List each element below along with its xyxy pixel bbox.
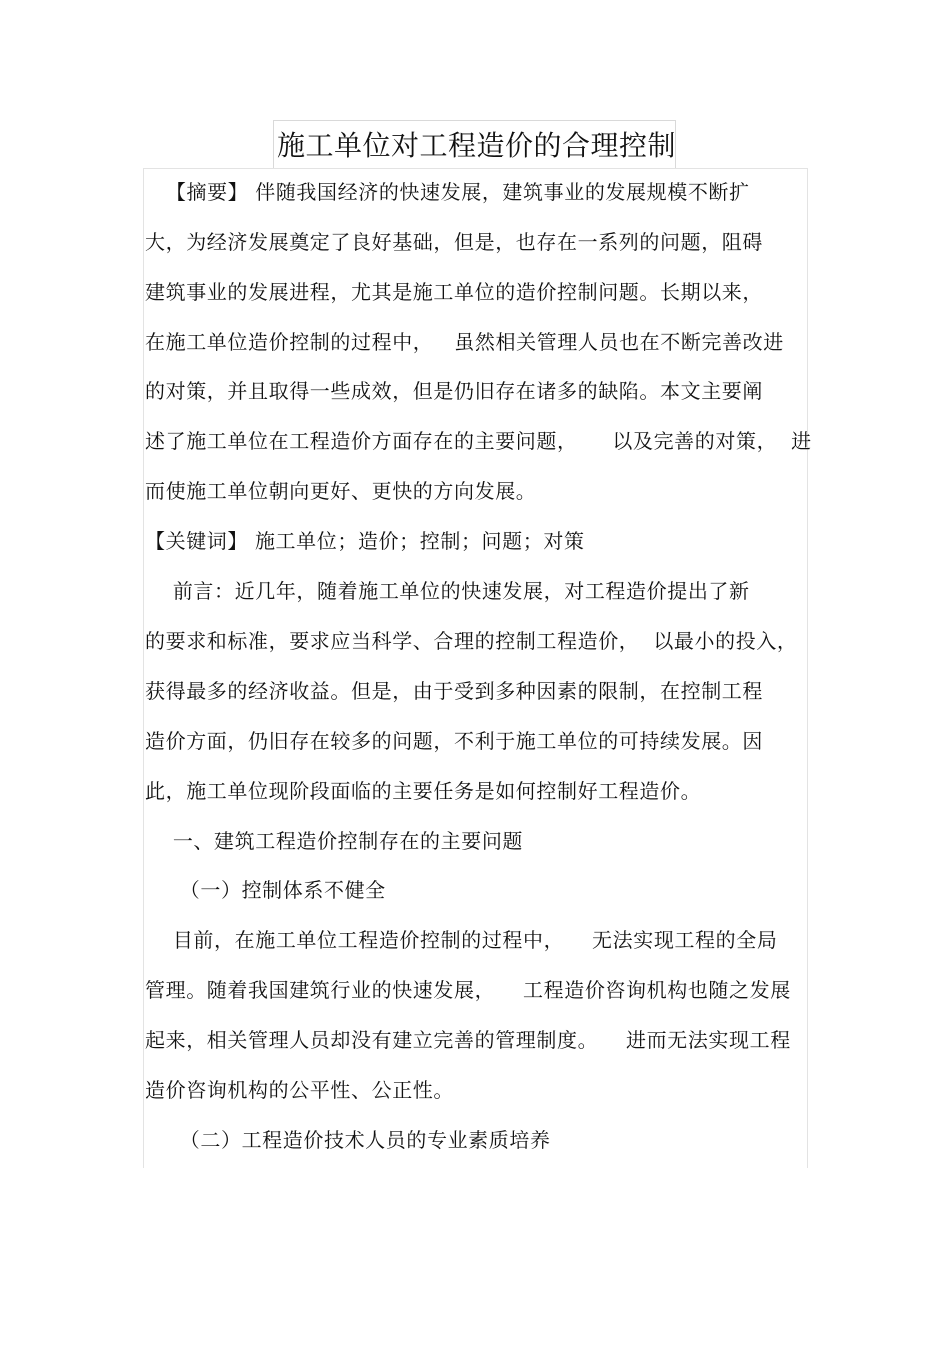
text-line: 的要求和标准，要求应当科学、合理的控制工程造价， 以最小的投入， [145,629,798,653]
text-line: 造价咨询机构的公平性、公正性。 [145,1078,454,1102]
text-line: 大，为经济发展奠定了良好基础，但是，也存在一系列的问题，阻碍 [145,230,763,254]
subsection-heading: （二）工程造价技术人员的专业素质培养 [145,1128,551,1152]
document-title: 施工单位对工程造价的合理控制 [277,129,677,162]
text-line: 的对策，并且取得一些成效，但是仍旧存在诸多的缺陷。本文主要阐 [145,379,763,403]
subsection-heading: （一）控制体系不健全 [145,878,386,902]
section-heading: 一、建筑工程造价控制存在的主要问题 [145,829,524,853]
text-line: 建筑事业的发展进程，尤其是施工单位的造价控制问题。长期以来， [145,280,763,304]
text-line: 前言：近几年，随着施工单位的快速发展，对工程造价提出了新 [145,579,750,603]
text-line: 获得最多的经济收益。但是，由于受到多种因素的限制，在控制工程 [145,679,763,703]
text-line: 述了施工单位在工程造价方面存在的主要问题， 以及完善的对策， 进 [145,429,812,453]
text-line: 起来，相关管理人员却没有建立完善的管理制度。 进而无法实现工程 [145,1028,791,1052]
text-line: 管理。随着我国建筑行业的快速发展， 工程造价咨询机构也随之发展 [145,978,791,1002]
text-line: 造价方面，仍旧存在较多的问题，不利于施工单位的可持续发展。因 [145,729,763,753]
text-line: 目前，在施工单位工程造价控制的过程中， 无法实现工程的全局 [145,928,778,952]
text-line: 此，施工单位现阶段面临的主要任务是如何控制好工程造价。 [145,779,702,803]
keywords-line: 【关键词】 施工单位；造价；控制；问题；对策 [145,529,585,553]
text-line: 在施工单位造价控制的过程中， 虽然相关管理人员也在不断完善改进 [145,330,784,354]
text-line: 【摘要】 伴随我国经济的快速发展，建筑事业的发展规模不断扩 [145,180,750,204]
text-line: 而使施工单位朝向更好、更快的方向发展。 [145,479,537,503]
content-frame [143,168,808,1168]
